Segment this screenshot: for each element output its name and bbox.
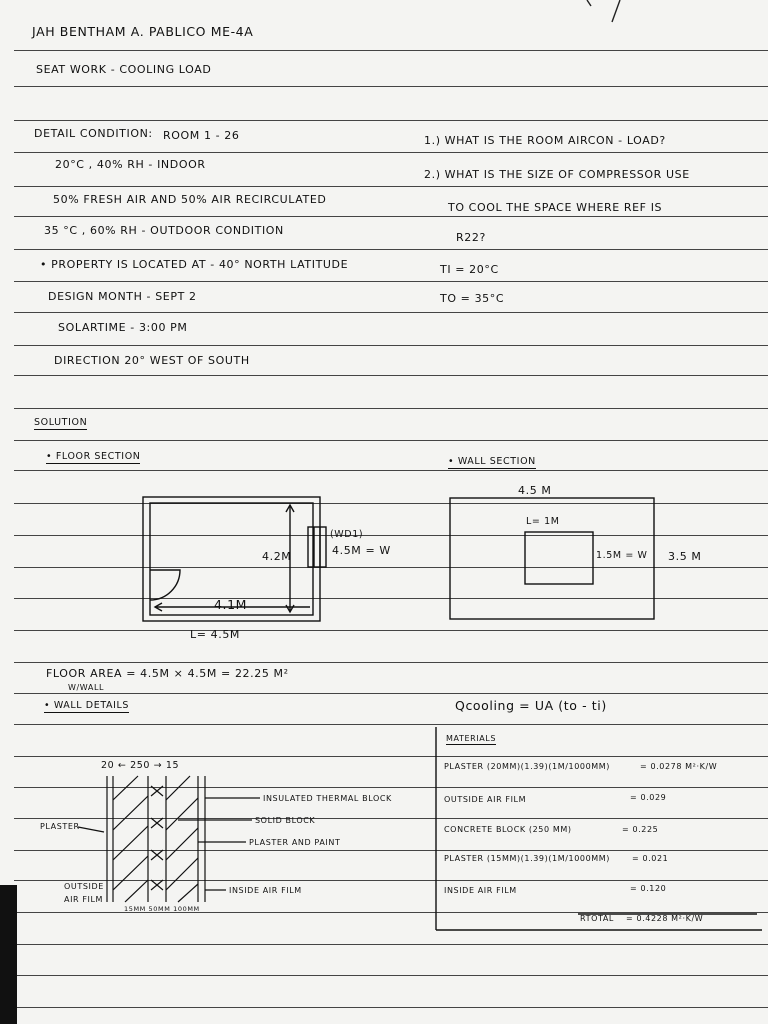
material-value: = 0.021 [632, 854, 669, 863]
plaster-label: PLASTER [40, 822, 80, 831]
material-value: = 0.225 [622, 825, 659, 834]
solid-block-label: SOLID BLOCK [255, 816, 316, 825]
floor-inner-length: 4.1M [214, 597, 248, 612]
floor-area-note: W/WALL [68, 683, 105, 692]
location: • PROPERTY IS LOCATED AT - 40° NORTH LATITUDE [40, 258, 349, 271]
window-label: (WD1) [330, 529, 364, 540]
plaster-paint-label: PLASTER AND PAINT [249, 838, 341, 847]
window-length: L= 1M [526, 516, 560, 527]
floor-area: FLOOR AREA = 4.5M × 4.5M = 22.25 M² [46, 667, 289, 680]
cooling-formula: Qcooling = UA (to - ti) [455, 698, 607, 713]
wall-length: 4.5 M [518, 484, 552, 497]
wall-details-heading: • WALL DETAILS [44, 700, 130, 711]
student-name: JAH BENTHAM A. PABLICO ME-4A [32, 24, 254, 39]
wall-details-drawing [78, 776, 260, 902]
total-value: = 0.4228 M²·K/W [626, 914, 704, 923]
material-label: PLASTER (20MM)(1.39)(1M/1000MM) [444, 762, 611, 771]
material-value: = 0.029 [630, 793, 667, 802]
solution-heading: SOLUTION [34, 417, 88, 428]
question-2b: TO COOL THE SPACE WHERE REF IS [448, 201, 663, 214]
wall-thickness-dims: 20 ← 250 → 15 [101, 760, 180, 771]
floor-section-label: • FLOOR SECTION [46, 451, 141, 462]
solar-time: SOLARTIME - 3:00 PM [58, 321, 188, 334]
floor-dimension-w: 4.5M = W [332, 544, 391, 557]
floor-length: L= 4.5M [190, 628, 241, 641]
outside-air-film-label: OUTSIDE AIR FILM [64, 882, 104, 904]
detail-label: DETAIL CONDITION: [34, 127, 153, 140]
ti-value: TI = 20°C [440, 263, 499, 276]
direction: DIRECTION 20° WEST OF SOUTH [54, 354, 250, 367]
material-value: = 0.0278 M²·K/W [640, 762, 718, 771]
inside-air-film-label: INSIDE AIR FILM [229, 886, 302, 895]
outdoor-condition: 35 °C , 60% RH - OUTDOOR CONDITION [44, 224, 284, 237]
design-month: DESIGN MONTH - SEPT 2 [48, 290, 197, 303]
material-label: CONCRETE BLOCK (250 MM) [444, 825, 572, 834]
insulated-block-label: INSULATED THERMAL BLOCK [263, 794, 392, 803]
question-2a: 2.) WHAT IS THE SIZE OF COMPRESSOR USE [424, 168, 690, 181]
material-label: INSIDE AIR FILM [444, 886, 517, 895]
room-label: ROOM 1 - 26 [163, 129, 240, 142]
question-2c: R22? [456, 231, 486, 244]
wall-section-label: • WALL SECTION [448, 456, 536, 467]
material-label: PLASTER (15MM)(1.39)(1M/1000MM) [444, 854, 611, 863]
indoor-condition: 20°C , 40% RH - INDOOR [55, 158, 206, 171]
assignment-title: SEAT WORK - COOLING LOAD [36, 63, 212, 76]
material-label: OUTSIDE AIR FILM [444, 795, 527, 804]
wall-height: 3.5 M [668, 550, 702, 563]
window-width: 1.5M = W [596, 550, 648, 561]
air-mix: 50% FRESH AIR AND 50% AIR RECIRCULATED [53, 193, 327, 206]
to-value: TO = 35°C [440, 292, 505, 305]
materials-heading: MATERIALS [446, 734, 497, 743]
floor-dimension-width: 4.2M [262, 550, 292, 563]
question-1: 1.) WHAT IS THE ROOM AIRCON - LOAD? [424, 134, 666, 147]
layer-thickness-dims: 15MM 50MM 100MM [124, 905, 200, 913]
total-label: RTOTAL [580, 914, 614, 923]
material-value: = 0.120 [630, 884, 667, 893]
